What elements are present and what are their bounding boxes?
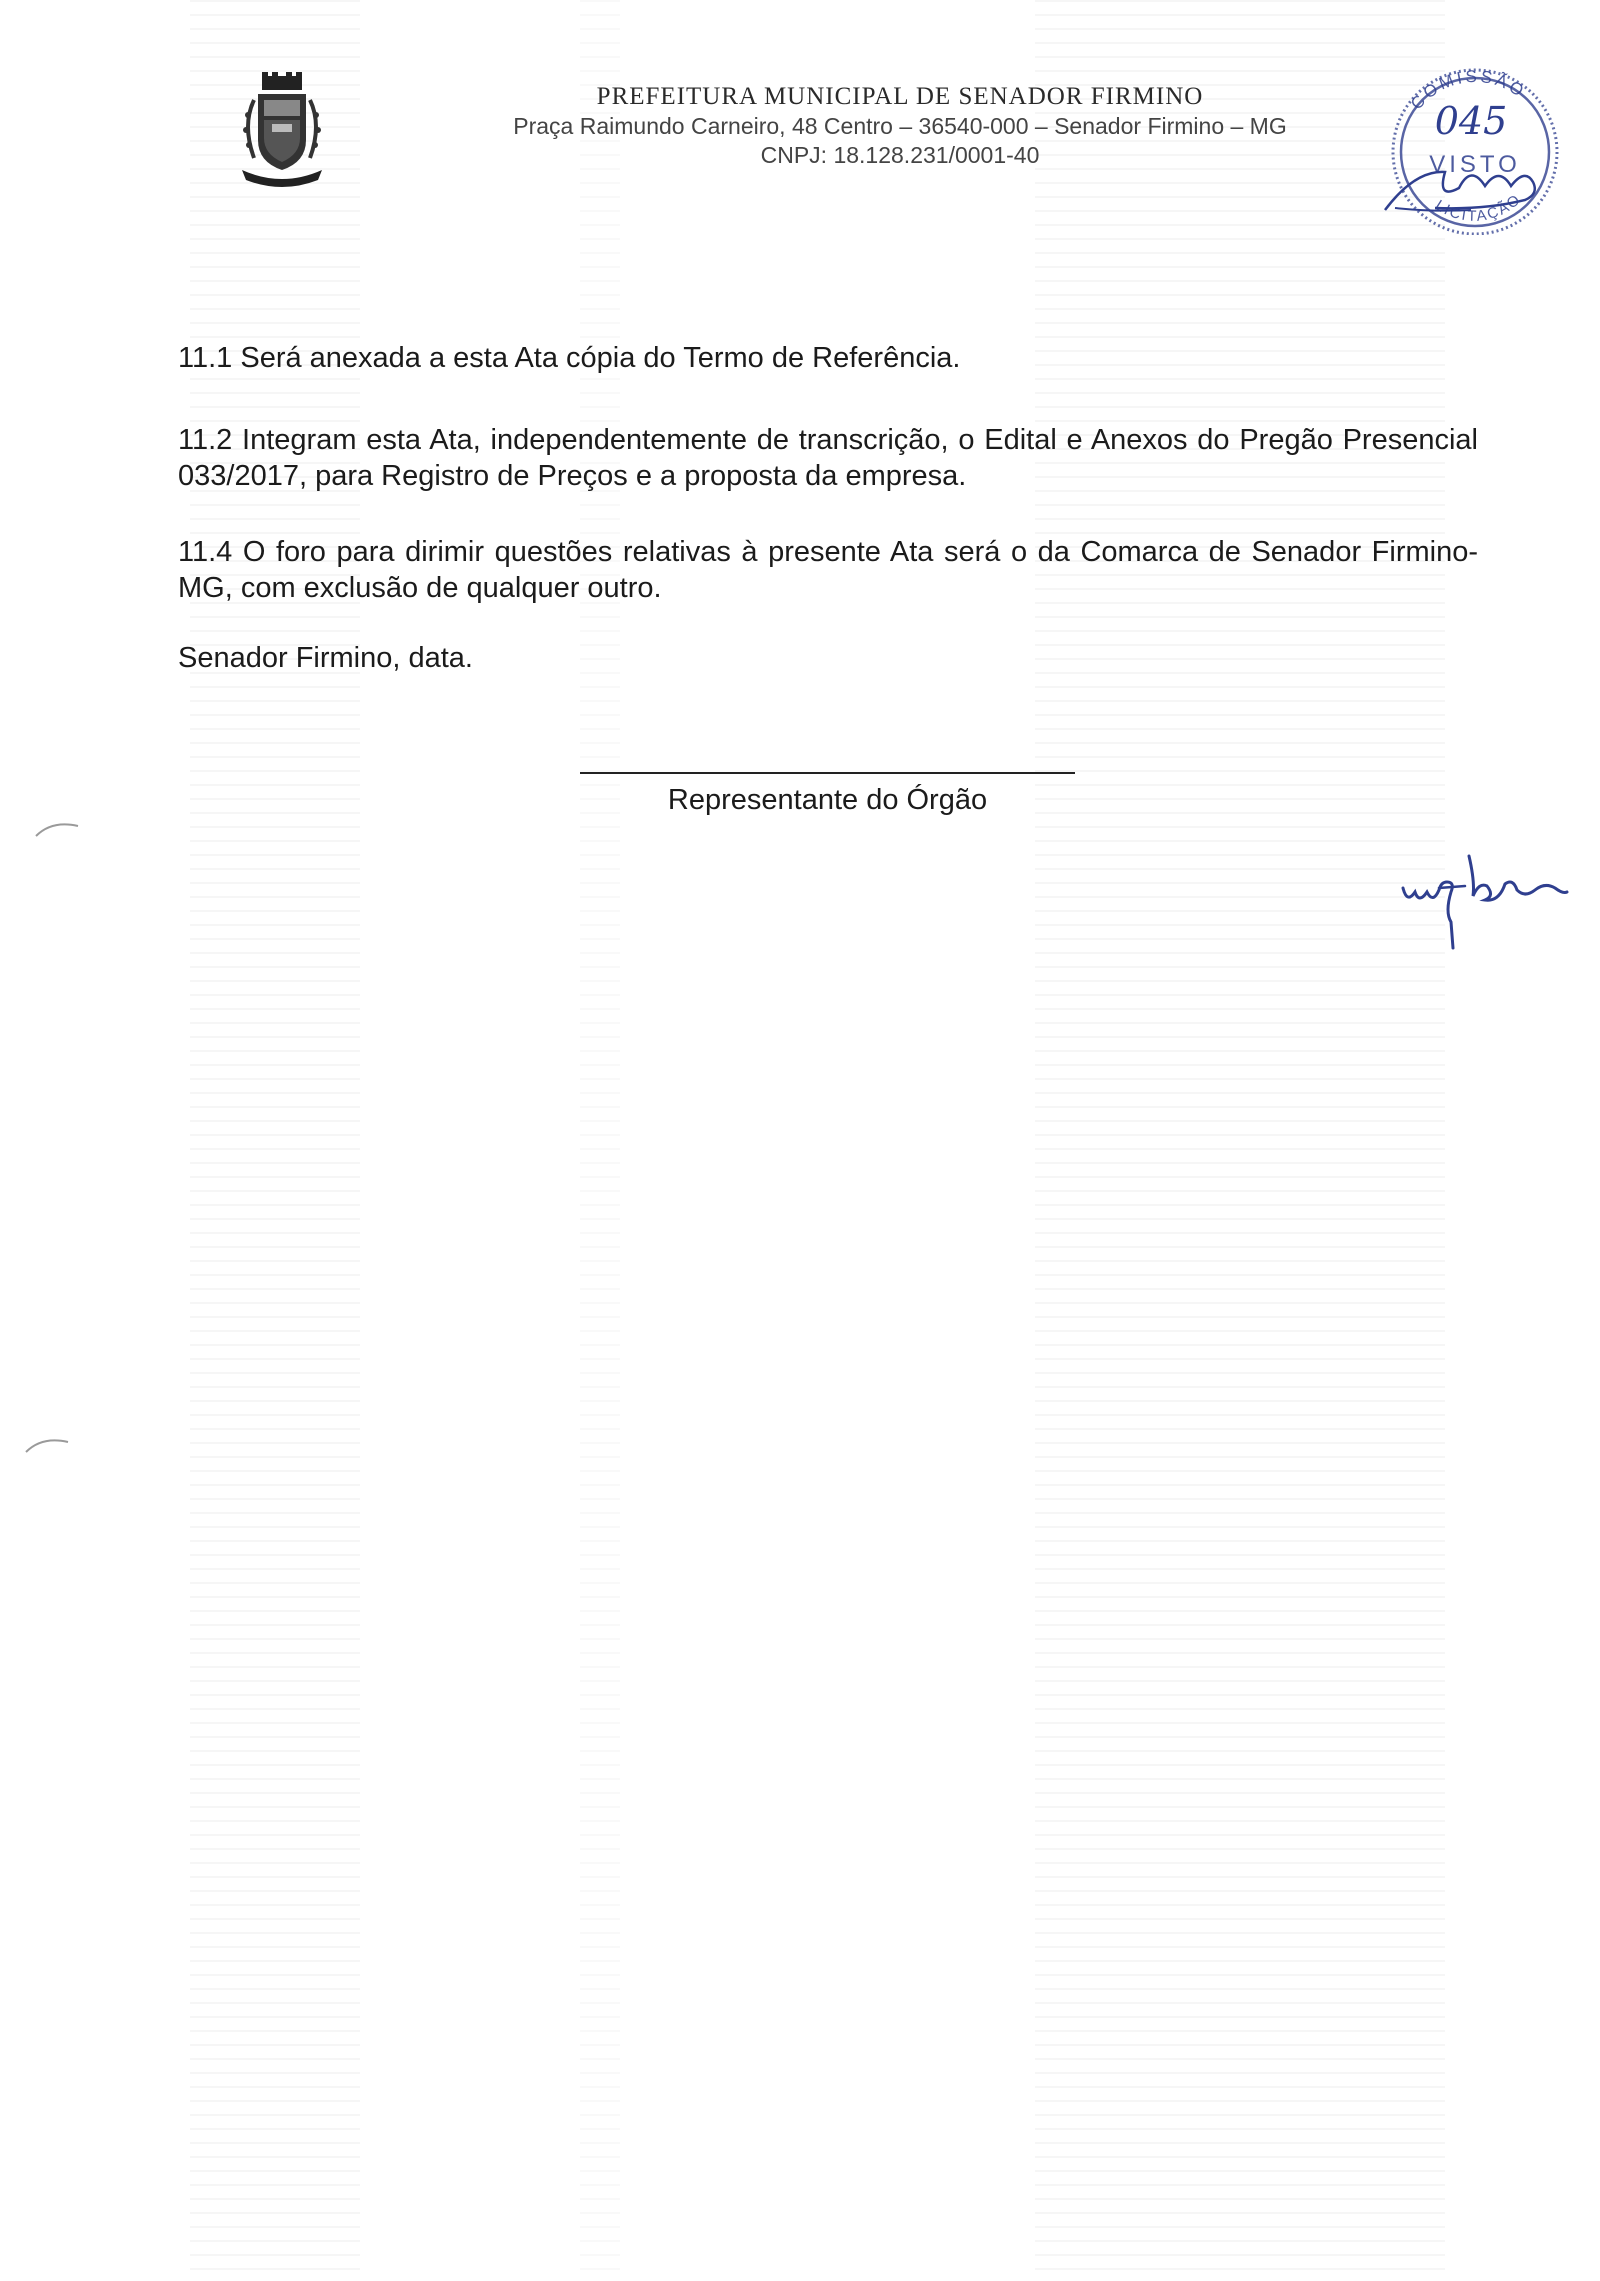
organization-cnpj: CNPJ: 18.128.231/0001-40 [760,142,1040,168]
clause-11-4: 11.4 O foro para dirimir questões relativas à presente Ata será o da Comarca de Senador Firmino-MG, com exclusão de qualquer outro. [178,536,1478,604]
clause-11-2: 11.2 Integram esta Ata, independentemente de transcrição, o Edital e Anexos do Pregão Presencial 033/2017, para Registro de Preços e a proposta da empresa. [178,424,1478,492]
letterhead [420,82,1380,170]
signature-line [580,772,1075,774]
margin-mark-icon [32,812,92,842]
document-body [178,340,1478,716]
place-date: Senador Firmino, data. [178,642,473,674]
handwritten-rubric-icon [1395,852,1570,952]
signature-label: Representante do Órgão [667,784,988,816]
organization-address: Praça Raimundo Carneiro, 48 Centro – 36540-000 – Senador Firmino – MG [513,113,1287,139]
organization-name: PREFEITURA MUNICIPAL DE SENADOR FIRMINO [596,83,1204,110]
commission-stamp [1375,60,1575,235]
municipal-coat-of-arms-icon [232,70,332,190]
stamp-bottom-text: LICITAÇÃO [1432,190,1525,225]
stamp-page-number: 045 [1434,99,1508,143]
stamp-middle-text: VISTO [1429,151,1521,178]
signature-block [580,772,1075,817]
clause-11-1: 11.1 Será anexada a esta Ata cópia do Termo de Referência. [178,342,961,374]
stamp-top-text: COMISSÃO [1406,66,1530,114]
margin-mark-icon [22,1428,82,1458]
